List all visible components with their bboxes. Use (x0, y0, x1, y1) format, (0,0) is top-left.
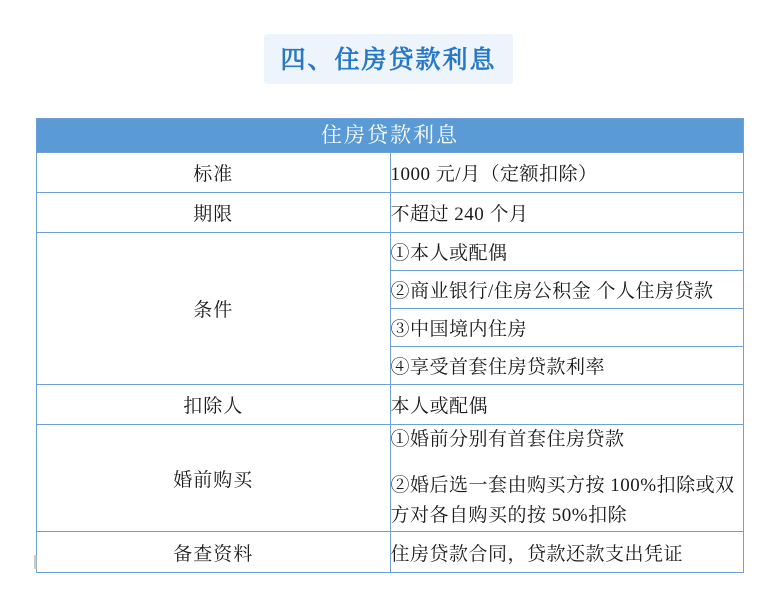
row-value-condition-1: ①本人或配偶 (390, 233, 744, 271)
row-label-reference-materials: 备查资料 (37, 532, 391, 573)
table-row (37, 153, 744, 193)
row-value-standard: 1000 元/月（定额扣除） (390, 153, 744, 193)
table-row (37, 425, 744, 532)
table-row (37, 385, 744, 425)
row-value-reference-materials: 住房贷款合同，贷款还款支出凭证 (390, 532, 744, 573)
housing-loan-interest-table-container (36, 118, 744, 573)
table-row (37, 532, 744, 573)
row-label-standard: 标准 (37, 153, 391, 193)
housing-loan-interest-table (36, 118, 744, 573)
scan-artifact-mark (34, 555, 37, 569)
row-label-conditions: 条件 (37, 233, 391, 385)
row-value-premarital-purchase (390, 425, 744, 532)
row-label-term: 期限 (37, 193, 391, 233)
page-title: 四、住房贷款利息 (264, 34, 512, 84)
table-header-row (37, 119, 744, 153)
row-value-condition-3: ③中国境内住房 (390, 309, 744, 347)
page-title-container (0, 34, 777, 84)
premarital-item-1: ①婚前分别有首套住房贷款 (390, 429, 625, 450)
row-label-premarital-purchase: 婚前购买 (37, 425, 391, 532)
row-value-term: 不超过 240 个月 (390, 193, 744, 233)
row-value-condition-2: ②商业银行/住房公积金 个人住房贷款 (390, 271, 744, 309)
table-row (37, 233, 744, 271)
table-row (37, 193, 744, 233)
row-value-condition-4: ④享受首套住房贷款利率 (390, 347, 744, 385)
premarital-item-2: ②婚后选一套由购买方按 100%扣除或双方对各自购买的按 50%扣除 (390, 475, 735, 526)
row-label-deductor: 扣除人 (37, 385, 391, 425)
premarital-spacer (391, 455, 744, 471)
row-value-deductor: 本人或配偶 (390, 385, 744, 425)
table-header-cell: 住房贷款利息 (37, 119, 744, 153)
